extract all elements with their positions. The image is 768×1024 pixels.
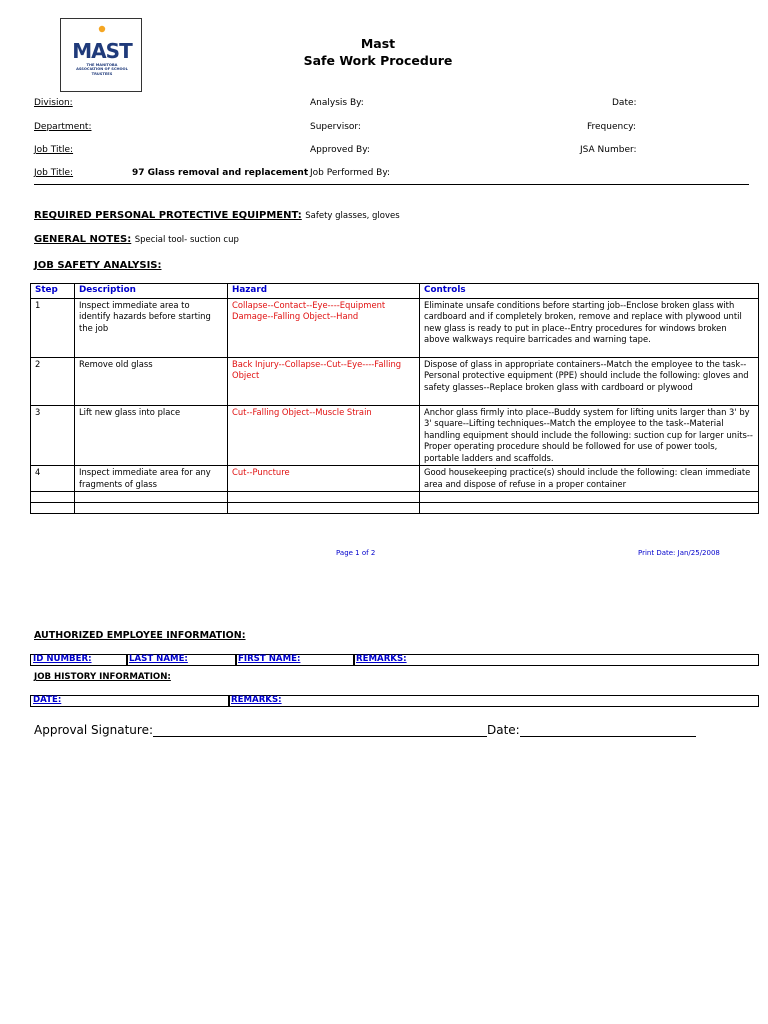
history-remarks-field[interactable] — [228, 695, 759, 707]
logo-star-icon — [98, 25, 106, 33]
hazard-cell: Cut--Falling Object--Muscle Strain — [228, 405, 420, 466]
jsa-number-label: JSA Number: — [580, 145, 637, 155]
controls-cell — [420, 492, 759, 503]
step-cell — [31, 492, 75, 503]
history-section-title: JOB HISTORY INFORMATION: — [34, 672, 171, 682]
history-remarks-label: REMARKS: — [231, 695, 282, 705]
hazard-cell — [228, 492, 420, 503]
job-title-value: 97 Glass removal and replacement — [132, 168, 309, 178]
id-number-field[interactable] — [30, 654, 128, 666]
job-title-label-2: Job Title: — [34, 168, 74, 178]
notes-value: Special tool- suction cup — [134, 235, 239, 245]
hazard-cell — [228, 503, 420, 514]
approval-signature-row — [34, 723, 696, 737]
org-name: Mast — [360, 36, 396, 51]
logo-subtitle: THE MANITOBA ASSOCIATION OF SCHOOL TRUSTEES — [76, 63, 128, 76]
jsa-title: JOB SAFETY ANALYSIS: — [34, 260, 162, 271]
notes-section — [34, 234, 239, 245]
ppe-section — [34, 210, 400, 221]
hazard-cell: Back Injury--Collapse--Cut--Eye----Falling Object — [228, 357, 420, 405]
frequency-label: Frequency: — [587, 122, 636, 132]
ppe-value: Safety glasses, gloves — [305, 211, 400, 221]
controls-cell: Dispose of glass in appropriate containers--Match the employee to the task--Personal protective equipment (PPE) should include the following: gloves and safety glasses--Replace broken glass with cardboard or plywood — [420, 357, 759, 405]
approval-signature-label: Approval Signature: — [34, 723, 153, 737]
header-step: Step — [31, 284, 75, 299]
logo-word: MAST — [72, 39, 132, 63]
description-cell — [75, 503, 228, 514]
last-name-field[interactable] — [126, 654, 237, 666]
controls-cell: Eliminate unsafe conditions before starting job--Enclose broken glass with cardboard and if completely broken, remove and replace with plywood until new glass is ready to put in place--Entry procedures for windows broken above walkways require barricades and warning tape. — [420, 298, 759, 357]
supervisor-label: Supervisor: — [310, 122, 361, 132]
department-label: Department: — [34, 122, 92, 132]
page-title — [250, 35, 506, 69]
description-cell: Remove old glass — [75, 357, 228, 405]
analysis-by-label: Analysis By: — [310, 98, 364, 108]
header-divider — [34, 184, 749, 185]
job-performed-label: Job Performed By: — [310, 168, 391, 178]
step-cell: 1 — [31, 298, 75, 357]
remarks-field[interactable] — [353, 654, 759, 666]
hazard-cell: Collapse--Contact--Eye----Equipment Damage--Falling Object--Hand — [228, 298, 420, 357]
employee-section-title: AUTHORIZED EMPLOYEE INFORMATION: — [34, 630, 246, 641]
history-date-field[interactable] — [30, 695, 230, 707]
table-row — [31, 298, 759, 357]
approved-by-label: Approved By: — [310, 145, 370, 155]
header-description: Description — [75, 284, 228, 299]
id-number-label: ID NUMBER: — [33, 654, 92, 664]
last-name-label: LAST NAME: — [129, 654, 188, 664]
controls-cell: Anchor glass firmly into place--Buddy system for lifting units larger than 3' by 3' square--Lifting techniques--Match the employee to the task--Material handling equipment should include the following: suction cup for larger units--Proper operating procedure should be followed for use of power tools, portable ladders and scaffolds. — [420, 405, 759, 466]
description-cell — [75, 492, 228, 503]
approval-signature-line[interactable] — [153, 724, 487, 737]
first-name-label: FIRST NAME: — [238, 654, 301, 664]
ppe-label: REQUIRED PERSONAL PROTECTIVE EQUIPMENT: — [34, 210, 302, 221]
step-cell — [31, 503, 75, 514]
description-cell: Inspect immediate area for any fragments of glass — [75, 466, 228, 492]
division-label: Division: — [34, 98, 73, 108]
hazard-cell: Cut--Puncture — [228, 466, 420, 492]
step-cell: 4 — [31, 466, 75, 492]
table-header-row — [31, 284, 759, 299]
signature-date-line[interactable] — [520, 724, 696, 737]
step-cell: 2 — [31, 357, 75, 405]
jsa-table — [30, 283, 759, 514]
step-cell: 3 — [31, 405, 75, 466]
table-row-empty — [31, 503, 759, 514]
table-row — [31, 357, 759, 405]
description-cell: Inspect immediate area to identify hazards before starting the job — [75, 298, 228, 357]
history-date-label: DATE: — [33, 695, 62, 705]
date-label: Date: — [612, 98, 637, 108]
header-hazard: Hazard — [228, 284, 420, 299]
description-cell: Lift new glass into place — [75, 405, 228, 466]
table-row — [31, 466, 759, 492]
header-controls: Controls — [420, 284, 759, 299]
controls-cell: Good housekeeping practice(s) should include the following: clean immediate area and dispose of refuse in a proper container — [420, 466, 759, 492]
first-name-field[interactable] — [235, 654, 355, 666]
notes-label: GENERAL NOTES: — [34, 234, 132, 245]
print-date: Print Date: Jan/25/2008 — [638, 549, 720, 557]
table-row — [31, 405, 759, 466]
controls-cell — [420, 503, 759, 514]
job-title-label: Job Title: — [34, 145, 74, 155]
table-row-empty — [31, 492, 759, 503]
mast-logo — [60, 18, 142, 92]
signature-date-label: Date: — [487, 723, 520, 737]
remarks-label: REMARKS: — [356, 654, 407, 664]
document-title: Safe Work Procedure — [303, 53, 453, 68]
page-number: Page 1 of 2 — [336, 549, 376, 557]
